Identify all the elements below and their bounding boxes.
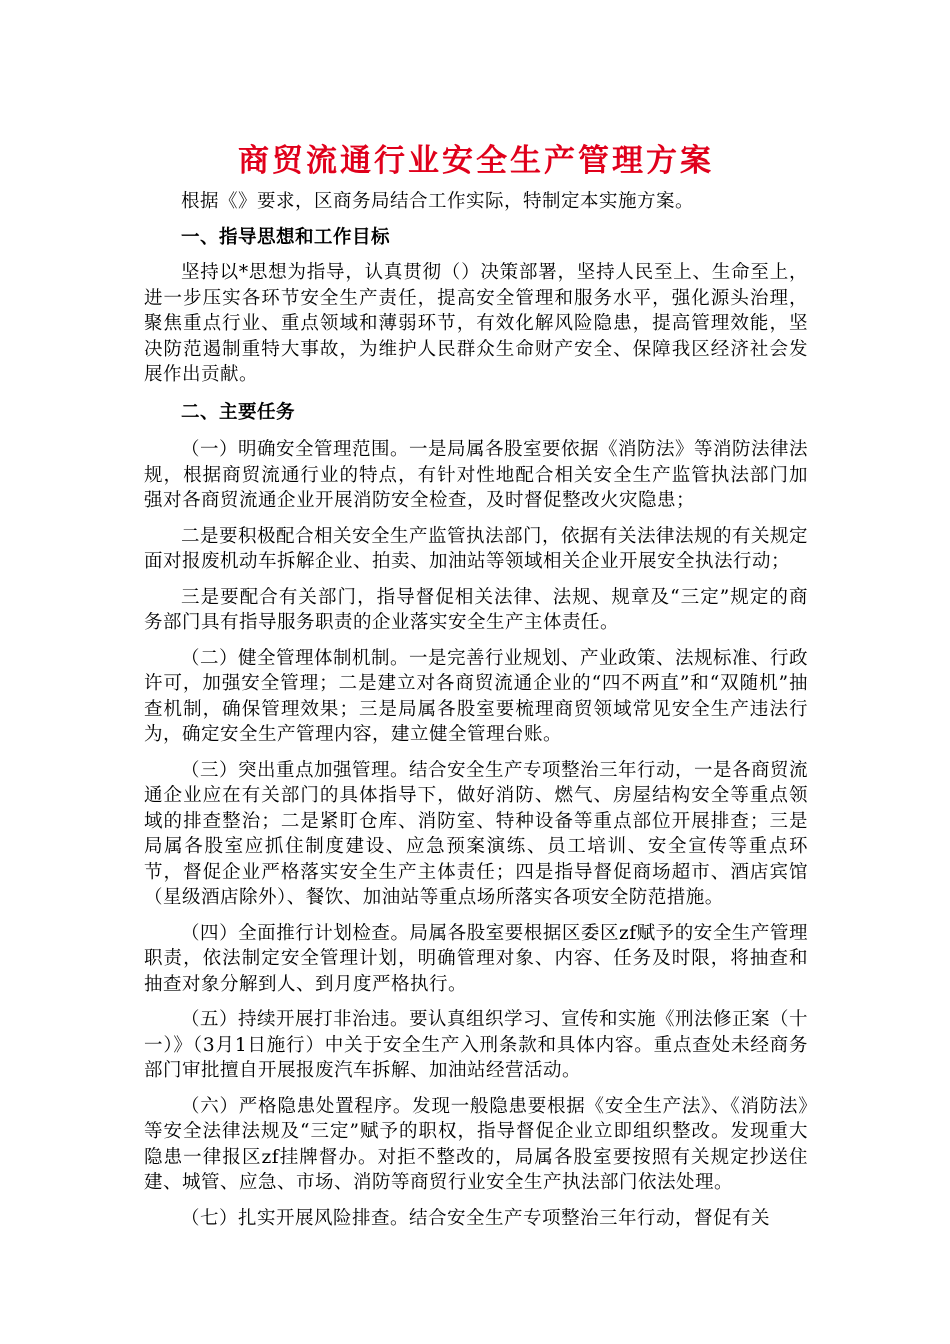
task7-paragraph: （七）扎实开展风险排查。结合安全生产专项整治三年行动，督促有关 [181,1207,771,1229]
task3-paragraph: （三）突出重点加强管理。结合安全生产专项整治三年行动，一是各商贸流通企业应在有关部门的具体指导下，做好消防、燃气、房屋结构安全等重点领域的排查整治；二是紧盯仓库、消防室、特种设备等重点部位开展排查；三是局属各股室应抓住制度建设、应急预案演练、员工培训、安全宣传等重点环节，督促企业严格落实安全生产主体责任；四是指导督促商场超市、酒店宾馆（星级酒店除外）、餐饮、加油站等重点场所落实各项安全防范措施。 [144,759,809,908]
task1-paragraph-1: （一）明确安全管理范围。一是局属各股室要依据《消防法》等消防法律法规，根据商贸流通行业的特点，有针对性地配合相关安全生产监管执法部门加强对各商贸流通企业开展消防安全检查，及时督促整改火灾隐患； [144,439,809,511]
document-title: 商贸流通行业安全生产管理方案 [238,143,714,179]
task4-paragraph: （四）全面推行计划检查。局属各股室要根据区委区zf赋予的安全生产管理职责，依法制定安全管理计划，明确管理对象、内容、任务及时限，将抽查和抽查对象分解到人、到月度严格执行。 [144,922,808,995]
section-heading-main-tasks: 二、主要任务 [181,401,296,423]
task5-paragraph: （五）持续开展打非治违。要认真组织学习、宣传和实施《刑法修正案（十一）》（3月1日施行）中关于安全生产入刑条款和具体内容。重点查处未经商务部门审批擅自开展报废汽车拆解、加油站经营活动。 [144,1009,809,1081]
section-heading-guiding-ideology: 一、指导思想和工作目标 [181,226,391,248]
intro-paragraph: 根据《》要求，区商务局结合工作实际，特制定本实施方案。 [181,191,695,212]
task1-paragraph-3: 三是要配合有关部门，指导督促相关法律、法规、规章及“三定”规定的商务部门具有指导服务职责的企业落实安全生产主体责任。 [144,586,808,633]
document-page [144,140,808,1231]
task1-paragraph-2: 二是要积极配合相关安全生产监管执法部门，依据有关法律法规的有关规定面对报废机动车拆解企业、拍卖、加油站等领域相关企业开展安全执法行动； [144,525,809,572]
section1-body: 坚持以*思想为指导，认真贯彻（）决策部署，坚持人民至上、生命至上，进一步压实各环节安全生产责任，提高安全管理和服务水平，强化源头治理，聚焦重点行业、重点领域和薄弱环节，有效化解风险隐患，提高管理效能，坚决防范遏制重特大事故，为维护人民群众生命财产安全、保障我区经济社会发展作出贡献。 [144,262,808,385]
task2-paragraph: （二）健全管理体制机制。一是完善行业规划、产业政策、法规标准、行政许可，加强安全管理；二是建立对各商贸流通企业的“四不两直”和“双随机”抽查机制，确保管理效果；三是局属各股室要梳理商贸领域常见安全生产违法行为，确定安全生产管理内容，建立健全管理台账。 [144,647,809,745]
task6-paragraph: （六）严格隐患处置程序。发现一般隐患要根据《安全生产法》、《消防法》等安全法律法规及“三定”赋予的职权，指导督促企业立即组织整改。发现重大隐患一律报区zf挂牌督办。对拒不整改的，局属各股室要按照有关规定抄送住建、城管、应急、市场、消防等商贸行业安全生产执法部门依法处理。 [144,1095,808,1193]
